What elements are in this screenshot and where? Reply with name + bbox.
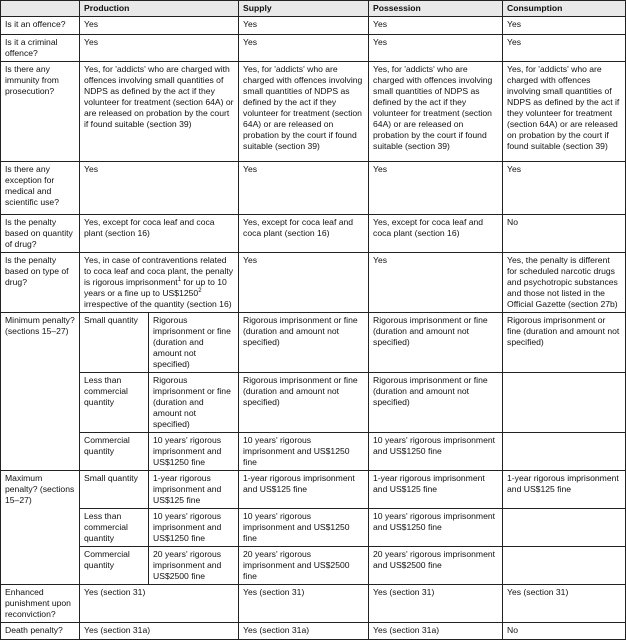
cell-possession: 10 years' rigorous imprisonment and US$1250 fine (369, 509, 503, 547)
table-row (1, 17, 626, 35)
cell-production: 10 years' rigorous imprisonment and US$1250 fine (149, 509, 239, 547)
cell-supply: Yes, except for coca leaf and coca plant (section 16) (239, 215, 369, 253)
cell-supply: Yes (239, 35, 369, 62)
header-production: Production (80, 1, 239, 17)
header-consumption: Consumption (503, 1, 626, 17)
cell-consumption: No (503, 215, 626, 253)
cell-consumption (503, 373, 626, 433)
cell-supply: Yes (section 31a) (239, 623, 369, 640)
header-blank (1, 1, 80, 17)
table-row (1, 547, 626, 585)
cell-production: Yes (80, 162, 239, 215)
cell-production: Yes, except for coca leaf and coca plant (section 16) (80, 215, 239, 253)
cell-possession: Yes (section 31) (369, 585, 503, 623)
cell-consumption (503, 509, 626, 547)
sub-label: Less than commercial quantity (80, 509, 149, 547)
sub-label: Small quantity (80, 471, 149, 509)
cell-production: Yes (80, 35, 239, 62)
table-row (1, 433, 626, 471)
cell-possession: Yes (369, 35, 503, 62)
cell-consumption (503, 547, 626, 585)
cell-possession: Rigorous imprisonment or fine (duration and amount not specified) (369, 313, 503, 373)
cell-supply: 10 years' rigorous imprisonment and US$1250 fine (239, 433, 369, 471)
cell-possession: 10 years' rigorous imprisonment and US$1250 fine (369, 433, 503, 471)
text-part: irrespective of the quantity (section 16) (84, 299, 232, 309)
cell-production: Yes (section 31a) (80, 623, 239, 640)
cell-production: Rigorous imprisonment or fine (duration and amount not specified) (149, 373, 239, 433)
row-question: Maximum penalty? (sections 15–27) (1, 471, 80, 585)
table-row (1, 373, 626, 433)
cell-supply: Yes, for 'addicts' who are charged with offences involving small quantities of NDPS as defined by the act if they volunteer for treatment (section 64A) or are released on probation by the court if found suitable (section 39) (239, 62, 369, 162)
text-part: for up to 10 years or a fine up to US$1250 (84, 277, 227, 298)
cell-consumption: Yes (503, 17, 626, 35)
cell-possession: Yes, for 'addicts' who are charged with offences involving small quantities of NDPS as defined by the act if they volunteer for treatment (section 64A) or are released on probation by the court if found suitable (section 39) (369, 62, 503, 162)
cell-production (80, 253, 239, 313)
row-question: Is the penalty based on quantity of drug? (1, 215, 80, 253)
row-question: Is it an offence? (1, 17, 80, 35)
header-row (1, 1, 626, 17)
cell-supply: 20 years' rigorous imprisonment and US$2500 fine (239, 547, 369, 585)
row-question: Is the penalty based on type of drug? (1, 253, 80, 313)
cell-possession: Yes, except for coca leaf and coca plant (section 16) (369, 215, 503, 253)
table-row (1, 35, 626, 62)
table-row (1, 585, 626, 623)
cell-production: Rigorous imprisonment or fine (duration and amount not specified) (149, 313, 239, 373)
cell-possession: Yes (369, 253, 503, 313)
cell-supply: 10 years' rigorous imprisonment and US$1250 fine (239, 509, 369, 547)
cell-possession: 20 years' rigorous imprisonment and US$2500 fine (369, 547, 503, 585)
table-row (1, 62, 626, 162)
row-question: Is it a criminal offence? (1, 35, 80, 62)
cell-consumption: Yes, for 'addicts' who are charged with offences involving small quantities of NDPS as defined by the act if they volunteer for treatment (section 64A) or are released on probation by the court if found suitable (section 39) (503, 62, 626, 162)
sub-label: Small quantity (80, 313, 149, 373)
footnote-1: 1 (177, 277, 181, 284)
cell-supply: Yes (239, 253, 369, 313)
table-row (1, 623, 626, 640)
cell-possession: Yes (section 31a) (369, 623, 503, 640)
table-row (1, 215, 626, 253)
sub-label: Less than commercial quantity (80, 373, 149, 433)
cell-consumption: Yes, the penalty is different for scheduled narcotic drugs and psychotropic substances and those not listed in the Official Gazette (section 27b) (503, 253, 626, 313)
cell-supply: Yes (section 31) (239, 585, 369, 623)
cell-consumption: Rigorous imprisonment or fine (duration and amount not specified) (503, 313, 626, 373)
cell-production: Yes, for 'addicts' who are charged with offences involving small quantities of NDPS as defined by the act if they volunteer for treatment (section 64A) or are released on probation by the court if found suitable (section 39) (80, 62, 239, 162)
table-row (1, 509, 626, 547)
table-row (1, 313, 626, 373)
header-possession: Possession (369, 1, 503, 17)
footnote-2: 2 (198, 288, 202, 295)
table-row (1, 162, 626, 215)
sub-label: Commercial quantity (80, 433, 149, 471)
row-question: Is there any exception for medical and scientific use? (1, 162, 80, 215)
cell-production: 10 years' rigorous imprisonment and US$1250 fine (149, 433, 239, 471)
row-question: Death penalty? (1, 623, 80, 640)
cell-supply: 1-year rigorous imprisonment and US$125 fine (239, 471, 369, 509)
cell-possession: Yes (369, 162, 503, 215)
cell-supply: Rigorous imprisonment or fine (duration and amount not specified) (239, 373, 369, 433)
cell-consumption: Yes (section 31) (503, 585, 626, 623)
cell-supply: Rigorous imprisonment or fine (duration and amount not specified) (239, 313, 369, 373)
cell-consumption: 1-year rigorous imprisonment and US$125 fine (503, 471, 626, 509)
row-question: Enhanced punishment upon reconviction? (1, 585, 80, 623)
row-question: Is there any immunity from prosecution? (1, 62, 80, 162)
header-supply: Supply (239, 1, 369, 17)
cell-supply: Yes (239, 17, 369, 35)
cell-supply: Yes (239, 162, 369, 215)
cell-consumption: No (503, 623, 626, 640)
row-question: Minimum penalty? (sections 15–27) (1, 313, 80, 471)
cell-production: 1-year rigorous imprisonment and US$125 fine (149, 471, 239, 509)
cell-production: 20 years' rigorous imprisonment and US$2500 fine (149, 547, 239, 585)
text-part: Yes, in case of contraventions related to coca leaf and coca plant, the penalty is rigorous imprisonment (84, 255, 234, 287)
cell-consumption: Yes (503, 35, 626, 62)
cell-possession: Yes (369, 17, 503, 35)
sub-label: Commercial quantity (80, 547, 149, 585)
cell-possession: 1-year rigorous imprisonment and US$125 fine (369, 471, 503, 509)
cell-production: Yes (section 31) (80, 585, 239, 623)
table-row (1, 253, 626, 313)
cell-possession: Rigorous imprisonment or fine (duration and amount not specified) (369, 373, 503, 433)
cell-consumption (503, 433, 626, 471)
cell-production: Yes (80, 17, 239, 35)
table-row (1, 471, 626, 509)
cell-consumption: Yes (503, 162, 626, 215)
